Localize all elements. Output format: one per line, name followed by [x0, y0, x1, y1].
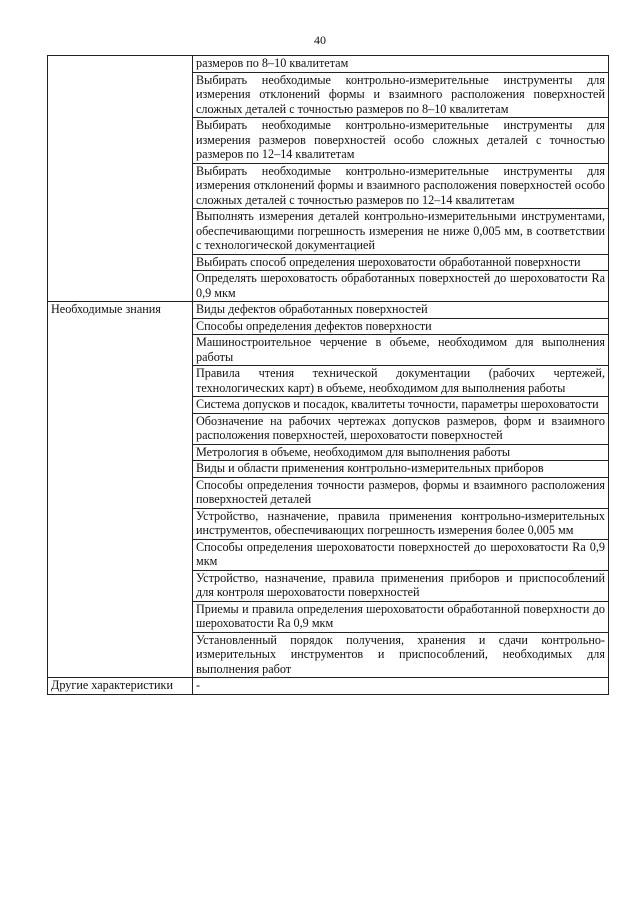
requirement-cell: Приемы и правила определения шероховатости обработанной поверхности до шероховатости Ra 0,9 мкм	[193, 601, 609, 632]
row-header-cell	[48, 56, 193, 302]
requirement-cell: Способы определения дефектов поверхности	[193, 318, 609, 335]
requirement-cell: Установленный порядок получения, хранения и сдачи контрольно-измерительных инструментов и приспособлений, необходимых для выполнения работ	[193, 632, 609, 678]
row-header-cell: Необходимые знания	[48, 302, 193, 678]
requirements-table	[47, 55, 609, 695]
requirement-cell: размеров по 8–10 квалитетам	[193, 56, 609, 73]
requirement-cell: -	[193, 678, 609, 695]
row-header-cell: Другие характеристики	[48, 678, 193, 695]
requirement-cell: Обозначение на рабочих чертежах допусков размеров, форм и взаимного расположения поверхностей, шероховатости поверхностей	[193, 413, 609, 444]
requirement-cell: Выбирать необходимые контрольно-измерительные инструменты для измерения отклонений формы и взаимного расположения поверхностей особо сложных деталей с точностью размеров по 12–14 квалитетам	[193, 163, 609, 209]
page-number: 40	[314, 33, 326, 47]
knowledge-row	[48, 302, 609, 319]
requirement-cell: Определять шероховатость обработанных поверхностей до шероховатости Ra 0,9 мкм	[193, 271, 609, 302]
skill-row	[48, 56, 609, 73]
requirement-cell: Метрология в объеме, необходимом для выполнения работы	[193, 444, 609, 461]
requirement-cell: Выбирать необходимые контрольно-измерительные инструменты для измерения отклонений формы и взаимного расположения поверхностей сложных деталей с точностью размеров по 8–10 квалитетам	[193, 72, 609, 118]
requirement-cell: Способы определения шероховатости поверхностей до шероховатости Ra 0,9 мкм	[193, 539, 609, 570]
requirement-cell: Система допусков и посадок, квалитеты точности, параметры шероховатости	[193, 397, 609, 414]
requirement-cell: Машиностроительное черчение в объеме, необходимом для выполнения работы	[193, 335, 609, 366]
requirement-cell: Устройство, назначение, правила применения контрольно-измерительных инструментов, обеспечивающих погрешность измерения более 0,005 мм	[193, 508, 609, 539]
requirement-cell: Виды дефектов обработанных поверхностей	[193, 302, 609, 319]
requirement-cell: Выбирать необходимые контрольно-измерительные инструменты для измерения размеров поверхностей особо сложных деталей с точностью размеров по 12–14 квалитетам	[193, 118, 609, 164]
requirement-cell: Способы определения точности размеров, формы и взаимного расположения поверхностей деталей	[193, 477, 609, 508]
requirement-cell: Выбирать способ определения шероховатости обработанной поверхности	[193, 254, 609, 271]
requirement-cell: Выполнять измерения деталей контрольно-измерительными инструментами, обеспечивающими погрешность измерения не ниже 0,005 мм, в соответствии с технологической документацией	[193, 209, 609, 255]
other-characteristics-row	[48, 678, 609, 695]
requirement-cell: Устройство, назначение, правила применения приборов и приспособлений для контроля шероховатости поверхностей	[193, 570, 609, 601]
requirement-cell: Виды и области применения контрольно-измерительных приборов	[193, 461, 609, 478]
requirement-cell: Правила чтения технической документации (рабочих чертежей, технологических карт) в объеме, необходимом для выполнения работы	[193, 366, 609, 397]
